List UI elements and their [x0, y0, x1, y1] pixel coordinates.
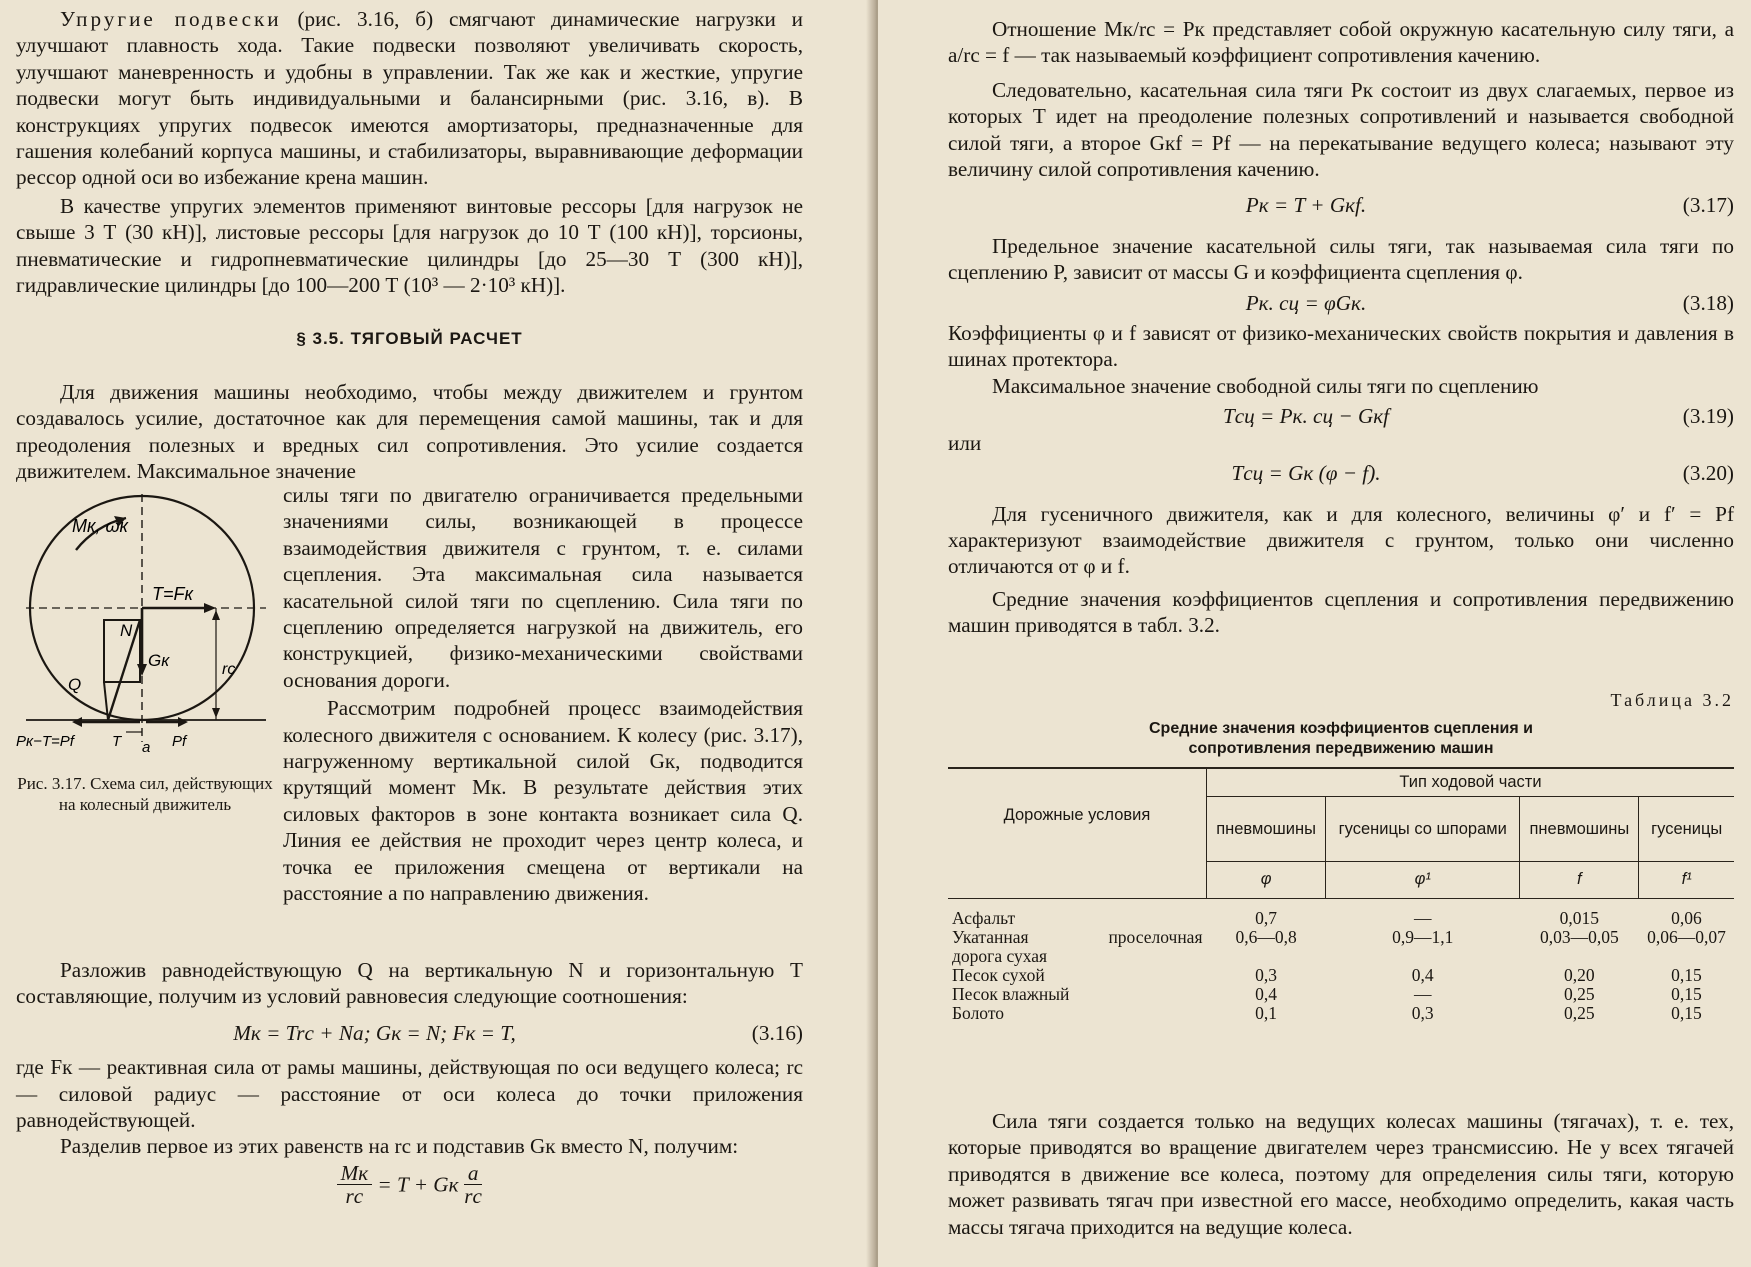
row-label-part: проселочная	[1108, 926, 1203, 947]
paragraph: Сила тяги создается только на ведущих колесах машины (тягачах), т. е. тех, которые приводятся во вращение двигателем через трансмиссию. Не у всех тягачей приводятся в движение все колеса, поэтому для определения силы тяги, которую может развивать тягач при известной его массе, необходимо определить, какая часть массы тягача приходится на ведущие колеса.	[948, 1109, 1734, 1239]
equation-body: Mк = Trс + Na; Gк = N; Fк = T,	[233, 1020, 516, 1045]
cell: 0,15	[1671, 964, 1702, 985]
equation-number: (3.17)	[1682, 193, 1734, 218]
table-row	[948, 947, 1734, 966]
cell: 0,06—0,07	[1647, 926, 1726, 947]
paragraph: В качестве упругих элементов применяют винтовые рессоры [для нагрузок не свыше 3 Т (30 кН)], листовые рессоры [для нагрузок до 10 Т (100 кН)], торсионы, пневматические и гидропневматические цилиндры [до 25—30 Т (300 кН)], гидравлические цилиндры [до 100—200 Т (10³ — 2·10³ кН)].	[16, 193, 803, 298]
paragraph: Предельное значение касательной силы тяги, так называемая сила тяги по сцеплению P, зависит от массы G и коэффициента сцепления φ.	[948, 233, 1734, 285]
table-sym: φ¹	[1326, 862, 1520, 899]
paragraph-text: (рис. 3.16, б) смягчают динамические нагрузки и улучшают плавность хода. Такие подвески позволяют увеличивать скорость, улучшают маневренность и удобны в управлении. Так же как и жесткие, упругие подвески могут быть индивидуальными и балансирными (рис. 3.16, в). В конструкциях упругих подвесок имеются амортизаторы, предназначенные для гашения колебаний корпуса машины, и стабилизаторы, выравнивающие деформации рессор одной оси во избежание крена машин.	[16, 7, 803, 190]
cell: 0,03—0,05	[1539, 926, 1619, 947]
cell: 0,15	[1671, 1002, 1702, 1023]
cell: 0,7	[1255, 907, 1277, 928]
paragraph	[16, 6, 803, 191]
cell: 0,9—1,1	[1392, 926, 1454, 947]
label-n: N	[120, 621, 133, 640]
table-header-col: гусеницы со шпорами	[1326, 797, 1520, 862]
label-a: a	[142, 739, 151, 756]
cell: 0,3	[1411, 1002, 1434, 1023]
table-row	[948, 909, 1734, 928]
frac-numerator: a	[464, 1162, 483, 1185]
label-t-fk: T=Fк	[152, 584, 194, 604]
table-header-group: Тип ходовой части	[1207, 768, 1735, 797]
label-rc: rс	[222, 661, 236, 678]
table-title	[948, 719, 1734, 759]
equation-last	[16, 1162, 803, 1207]
row-label: Песок сухой	[952, 964, 1045, 985]
wheel-force-diagram	[16, 470, 274, 760]
right-text-bottom	[948, 1108, 1734, 1240]
table-header-road: Дорожные условия	[948, 768, 1207, 862]
equation-3-17	[948, 192, 1734, 218]
equation-number: (3.19)	[1682, 404, 1734, 429]
label-pk-t-pf: Pк−T=Pf	[16, 733, 74, 750]
table-sym: φ	[1207, 862, 1326, 899]
equation-number: (3.20)	[1682, 461, 1734, 486]
table-number: Таблица 3.2	[1610, 690, 1734, 710]
paragraph: Следовательно, касательная сила тяги Pк состоит из двух слагаемых, первое из которых T идет на преодоление полезных сопротивлений и называется свободной силой тяги, а второе Gкf = Pf — на перекатывание ведущего колеса; называют эту величину силой сопротивления качению.	[948, 77, 1734, 182]
label-t: T	[112, 733, 122, 750]
table-sym: f¹	[1639, 862, 1734, 899]
equation-3-20	[948, 460, 1734, 486]
cell: 0,4	[1255, 983, 1277, 1004]
cell: 0,4	[1411, 964, 1434, 985]
label-pf: Pf	[172, 733, 187, 750]
left-page	[0, 0, 872, 1267]
paragraph: Для гусеничного движителя, как и для колесного, величины φ′ и f′ = Pf характеризуют взаимодействие движителя с грунтом, только они численно отличаются от φ и f.	[948, 501, 1734, 579]
table-header-col: пневмошины	[1207, 797, 1326, 862]
row-label: дорога сухая	[952, 945, 1048, 966]
paragraph: Разделив первое из этих равенств на rс и подставив Gк вместо N, получим:	[60, 1134, 739, 1159]
paragraph: Средние значения коэффициентов сцепления и сопротивления передвижению машин приводятся в табл. 3.2.	[948, 586, 1734, 638]
cell: 0,25	[1564, 1002, 1595, 1023]
equation-body: Tсц = Gк (φ − f).	[1231, 461, 1381, 486]
row-label-part: Укатанная	[952, 926, 1029, 947]
frac-denominator: rс	[345, 1183, 364, 1208]
cell: 0,25	[1564, 983, 1595, 1004]
paragraph: где Fк — реактивная сила от рамы машины, действующая по оси ведущего колеса; rс — силовой радиус — расстояние от оси колеса до точки приложения равнодействующей.	[16, 1055, 803, 1133]
table-sym: f	[1520, 862, 1639, 899]
cell: 0,3	[1255, 964, 1277, 985]
equation-number: (3.18)	[1682, 290, 1734, 315]
cell: 0,06	[1671, 907, 1702, 928]
equation-3-16	[16, 1020, 803, 1046]
row-label: Асфальт	[952, 907, 1016, 928]
spaced-term: Упругие подвески	[60, 7, 282, 31]
table-row	[948, 985, 1734, 1004]
table-row	[948, 966, 1734, 985]
table-row	[948, 1004, 1734, 1023]
equation-body: Pк = T + Gкf.	[1245, 193, 1367, 218]
cell: 0,015	[1559, 907, 1600, 928]
cell: 0,1	[1255, 1002, 1277, 1023]
figure-3-17	[16, 470, 274, 840]
paragraph: Рассмотрим подробней процесс взаимодействия колесного движителя с основанием. К колесу (рис. 3.17), нагруженному вертикальной силой Gк, подводится крутящий момент Mк. В результате действия этих силовых факторов в зоне контакта возникает сила Q. Линия ее действия не проходит через центр колеса, и точка ее приложения смещена от вертикали на расстояние a по направлению движения.	[283, 696, 803, 906]
equation-number: (3.16)	[751, 1020, 803, 1045]
row-label: Песок влажный	[952, 983, 1070, 1004]
cell: —	[1413, 983, 1432, 1004]
paragraph: Разложив равнодействующую Q на вертикальную N и горизонтальную T составляющие, получим из условий равновесия следующие соотношения:	[16, 958, 803, 1009]
row-label: Болото	[952, 1002, 1004, 1023]
table-row	[948, 928, 1734, 947]
label-q: Q	[68, 675, 82, 694]
figure-caption: Рис. 3.17. Схема сил, действующих на колесный движитель	[17, 774, 273, 814]
or-text: или	[948, 430, 982, 455]
paragraph: Отношение Mк/rс = Pк представляет собой окружную касательную силу тяги, а a/rс = f — так называемый коэффициент сопротивления качению.	[948, 17, 1734, 68]
equation-body: Pк. сц = φGк.	[1245, 290, 1367, 315]
table-sym-empty	[948, 862, 1207, 899]
paragraph: Коэффициенты φ и f зависят от физико-механических свойств покрытия и давления в шинах протектора.	[948, 321, 1734, 372]
section-heading: § 3.5. ТЯГОВЫЙ РАСЧЕТ	[296, 329, 523, 349]
table-title-line: сопротивления передвижению машин	[1188, 740, 1494, 757]
paragraph: Максимальное значение свободной силы тяги по сцеплению	[992, 373, 1539, 398]
left-text-top	[16, 6, 803, 485]
cell: 0,15	[1671, 983, 1702, 1004]
left-text-bottom	[16, 957, 803, 1207]
table-header-col: гусеницы	[1639, 797, 1734, 862]
coefficients-table	[948, 767, 1734, 1023]
right-page	[878, 0, 1751, 1267]
paragraph: Для движения машины необходимо, чтобы между движителем и грунтом создавалось усилие, достаточное как для перемещения самой машины, так и для преодоления полезных и вредных сил сопротивления. Это усилие создается движителем. Максимальное значение	[16, 379, 803, 484]
equation-3-18	[948, 290, 1734, 316]
frac-numerator: Mк	[337, 1162, 373, 1185]
equation-3-19	[948, 403, 1734, 429]
cell: 0,20	[1564, 964, 1595, 985]
label-gk: Gк	[148, 651, 170, 670]
label-mk: Mк, ωк	[72, 516, 129, 536]
table-3-2	[948, 690, 1734, 1023]
equation-middle: = T + Gк	[377, 1172, 459, 1197]
left-text-wrap	[283, 482, 803, 907]
equation-body: Tсц = Pк. сц − Gкf	[1222, 404, 1390, 429]
frac-denominator: rс	[464, 1183, 482, 1208]
table-header-col: пневмошины	[1520, 797, 1639, 862]
table-title-line: Средние значения коэффициентов сцепления и	[1148, 720, 1534, 737]
right-text-top	[948, 16, 1734, 639]
cell: 0,6—0,8	[1235, 926, 1297, 947]
cell: —	[1413, 907, 1432, 928]
paragraph: силы тяги по двигателю ограничивается предельными значениями силы, возникающей в процессе взаимодействия движителя с грунтом, т. е. силами сцепления. Эта максимальная сила называется касательной силой тяги по сцеплению. Сила тяги по сцеплению определяется нагрузкой на движитель, его конструкцией, физико-механическими свойствами основания дороги.	[283, 483, 803, 692]
row-label	[948, 928, 1207, 947]
